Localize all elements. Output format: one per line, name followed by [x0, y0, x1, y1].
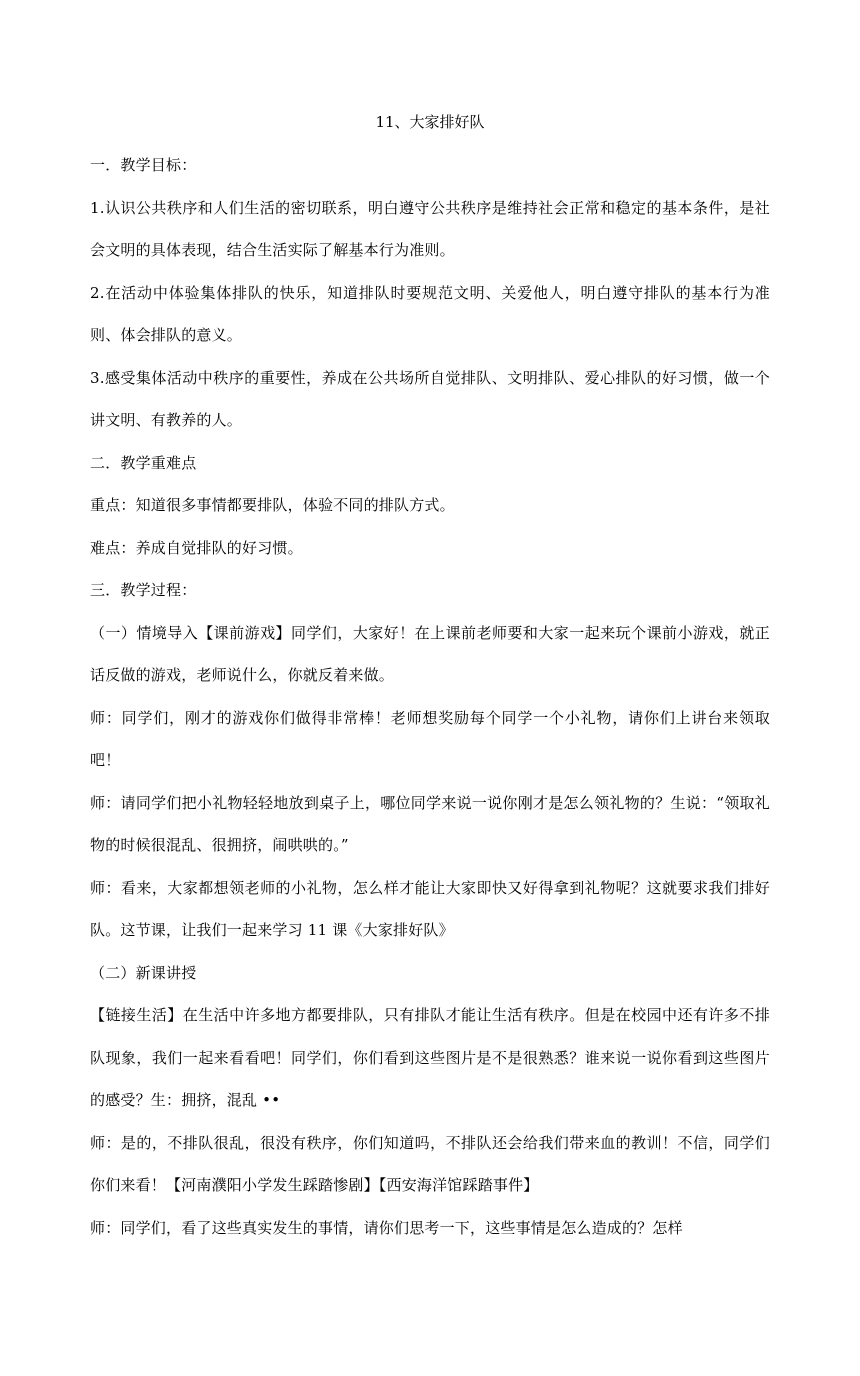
document-body	[90, 144, 770, 1249]
teacher-line-4: 师：是的，不排队很乱，很没有秩序，你们知道吗，不排队还会给我们带来血的教训！不信，同学们你们来看！【河南濮阳小学发生踩踏惨剧】【西安海洋馆踩踏事件】	[90, 1133, 770, 1194]
subsection-new-lesson: （二）新课讲授	[90, 963, 197, 982]
teacher-line-5: 师：同学们，看了这些真实发生的事情，请你们思考一下，这些事情是怎么造成的？怎样	[90, 1218, 683, 1237]
link-life-paragraph: 【链接生活】在生活中许多地方都要排队，只有排队才能让生活有秩序。但是在校园中还有许多不排队现象，我们一起来看看吧！同学们，你们看到这些图片是不是很熟悉？谁来说一说你看到这些图片的感受？生：拥挤，混乱 ••	[90, 1006, 770, 1109]
key-point: 重点：知道很多事情都要排队，体验不同的排队方式。	[90, 496, 455, 514]
objective-2: 2.在活动中体验集体排队的快乐，知道排队时要规范文明、关爱他人，明白遵守排队的基本行为准则、体会排队的意义。	[90, 283, 770, 344]
objective-3: 3.感受集体活动中秩序的重要性，养成在公共场所自觉排队、文明排队、爱心排队的好习惯，做一个讲文明、有教养的人。	[90, 368, 770, 429]
teacher-line-1: 师：同学们，刚才的游戏你们做得非常棒！老师想奖励每个同学一个小礼物，请你们上讲台来领取吧！	[90, 708, 770, 769]
section-heading-key-points: 二．教学重难点	[90, 453, 197, 472]
teacher-line-2: 师：请同学们把小礼物轻轻地放到桌子上，哪位同学来说一说你刚才是怎么领礼物的？生说：“领取礼物的时候很混乱、很拥挤，闹哄哄的。”	[90, 793, 770, 854]
section-heading-process: 三．教学过程：	[90, 581, 197, 599]
section-heading-objectives: 一．教学目标：	[90, 156, 197, 174]
document-title: 11、大家排好队	[375, 113, 485, 131]
objective-1: 1.认识公共秩序和人们生活的密切联系，明白遵守公共秩序是维持社会正常和稳定的基本条件，是社会文明的具体表现，结合生活实际了解基本行为准则。	[90, 198, 770, 259]
process-intro: （一）情境导入【课前游戏】同学们，大家好！在上课前老师要和大家一起来玩个课前小游戏，就正话反做的游戏，老师说什么，你就反着来做。	[90, 623, 770, 684]
teacher-line-3: 师：看来，大家都想领老师的小礼物，怎么样才能让大家即快又好得拿到礼物呢？这就要求我们排好队。这节课，让我们一起来学习 11 课《大家排好队》	[90, 878, 770, 939]
difficult-point: 难点：养成自觉排队的好习惯。	[90, 538, 303, 557]
